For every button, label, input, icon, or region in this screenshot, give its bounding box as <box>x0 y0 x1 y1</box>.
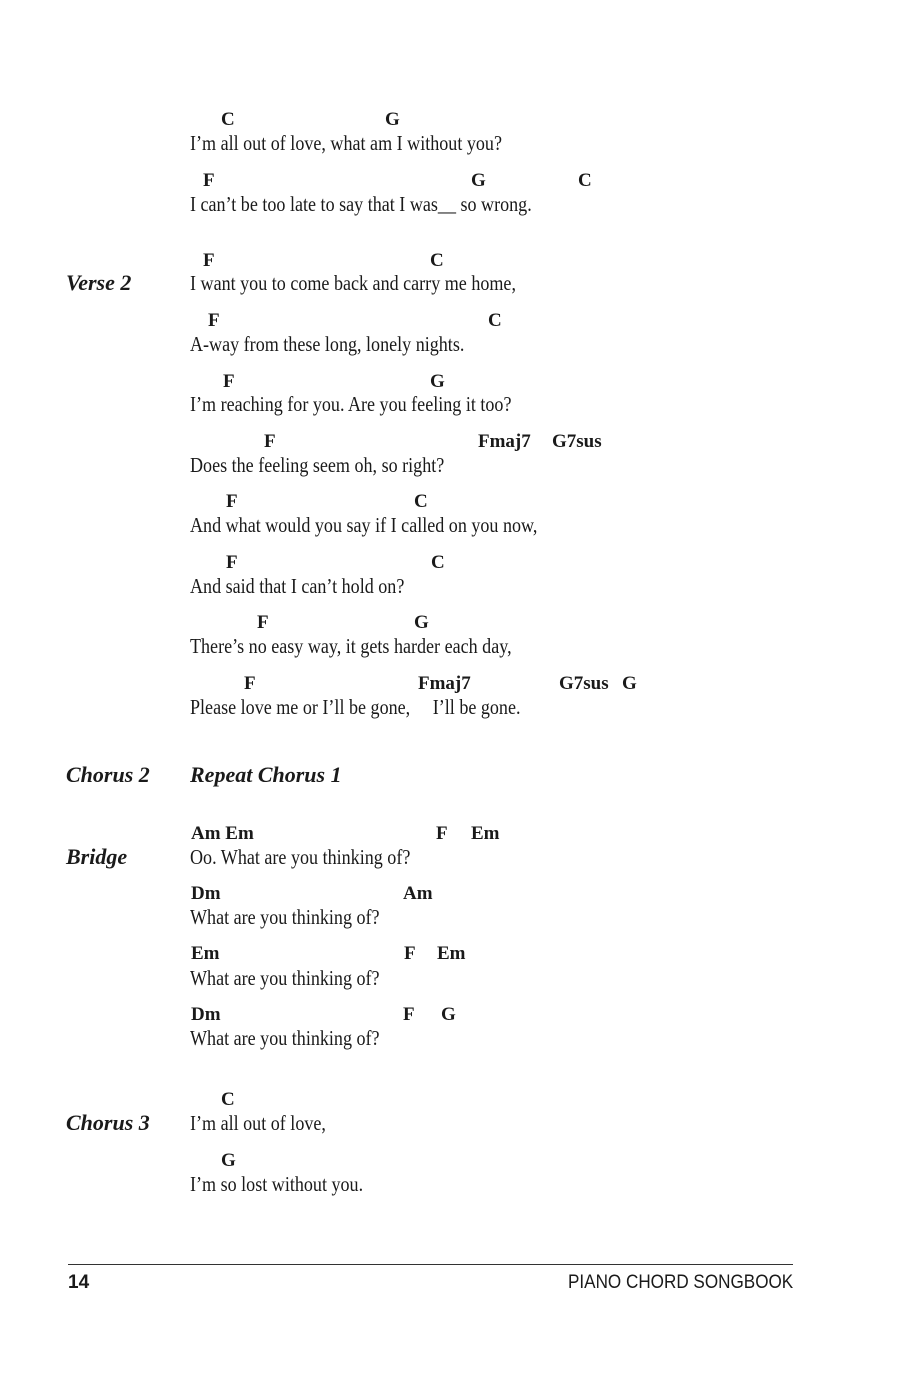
chord: F <box>223 371 235 392</box>
chord: F <box>203 250 215 271</box>
chord: Dm <box>191 883 221 904</box>
chord-row <box>190 251 750 271</box>
chord: F <box>244 673 256 694</box>
lyric-line: I can’t be too late to say that I was__ so wrong. <box>190 192 532 216</box>
chord: C <box>221 109 235 130</box>
lyric-line: I want you to come back and carry me home, <box>190 271 516 295</box>
section-label-chorus-3: Chorus 3 <box>66 1110 150 1135</box>
chord: F <box>404 943 416 964</box>
lyric-line: What are you thinking of? <box>190 905 380 929</box>
chord: Em <box>191 943 220 964</box>
lyric-line: I’m reaching for you. Are you feeling it too? <box>190 392 512 416</box>
chord: F <box>226 552 238 573</box>
lyric-line: I’m so lost without you. <box>190 1172 364 1196</box>
chord-row <box>190 944 750 964</box>
chord: G7sus <box>559 673 609 694</box>
lyric-line: What are you thinking of? <box>190 966 380 990</box>
lyric-line: What are you thinking of? <box>190 1026 380 1050</box>
chord: C <box>488 310 502 331</box>
chord-row <box>190 613 750 633</box>
chord: Fmaj7 <box>418 673 471 694</box>
lyric-line: I’m all out of love, <box>190 1111 326 1135</box>
chord: F <box>208 310 220 331</box>
chord: Fmaj7 <box>478 431 531 452</box>
chord-row <box>190 824 750 844</box>
lyric-line: There’s no easy way, it gets harder each day, <box>190 634 512 658</box>
chord-row <box>190 553 750 573</box>
repeat-instruction: Repeat Chorus 1 <box>190 762 342 787</box>
chord: Dm <box>191 1004 221 1025</box>
chord: F <box>264 431 276 452</box>
book-title: PIANO CHORD SONGBOOK <box>567 1272 793 1293</box>
chord: G <box>441 1004 456 1025</box>
chord: G <box>385 109 400 130</box>
chord: F <box>257 612 269 633</box>
chord: F <box>403 1004 415 1025</box>
chord: G <box>221 1150 236 1171</box>
chord: G <box>622 673 637 694</box>
chord: F <box>436 823 448 844</box>
chord: Am <box>403 883 433 904</box>
lyric-line: And what would you say if I called on you now, <box>190 513 538 537</box>
chord: F <box>203 170 215 191</box>
chord-row <box>190 432 750 452</box>
chord: C <box>430 250 444 271</box>
chord-row <box>190 884 750 904</box>
chord: F <box>226 491 238 512</box>
lyric-line: Oo. What are you thinking of? <box>190 845 411 869</box>
chord-row <box>190 110 750 130</box>
chord: G7sus <box>552 431 602 452</box>
chord: G <box>430 371 445 392</box>
chord: G <box>471 170 486 191</box>
section-label-verse-2: Verse 2 <box>66 270 132 295</box>
chord-row <box>190 311 750 331</box>
chord: C <box>414 491 428 512</box>
lyric-line: Please love me or I’ll be gone, I’ll be gone. <box>190 695 521 719</box>
chord-row <box>190 372 750 392</box>
section-label-bridge: Bridge <box>66 844 128 869</box>
lyric-line: And said that I can’t hold on? <box>190 574 405 598</box>
chord: Em <box>437 943 466 964</box>
chord: C <box>431 552 445 573</box>
chord: Em <box>471 823 500 844</box>
chord: Am Em <box>191 823 254 844</box>
lyric-line: Does the feeling seem oh, so right? <box>190 453 445 477</box>
chord: G <box>414 612 429 633</box>
chord-row <box>190 1090 750 1110</box>
chord-row <box>190 492 750 512</box>
lyric-line: A-way from these long, lonely nights. <box>190 332 465 356</box>
footer-divider <box>68 1264 793 1265</box>
chord-row <box>190 1005 750 1025</box>
chord-row <box>190 674 750 694</box>
chord-row <box>190 171 750 191</box>
lyric-line: I’m all out of love, what am I without you? <box>190 131 502 155</box>
page-number: 14 <box>68 1272 90 1293</box>
chord-row <box>190 1151 750 1171</box>
chord: C <box>221 1089 235 1110</box>
chord: C <box>578 170 592 191</box>
section-label-chorus-2: Chorus 2 <box>66 762 150 787</box>
